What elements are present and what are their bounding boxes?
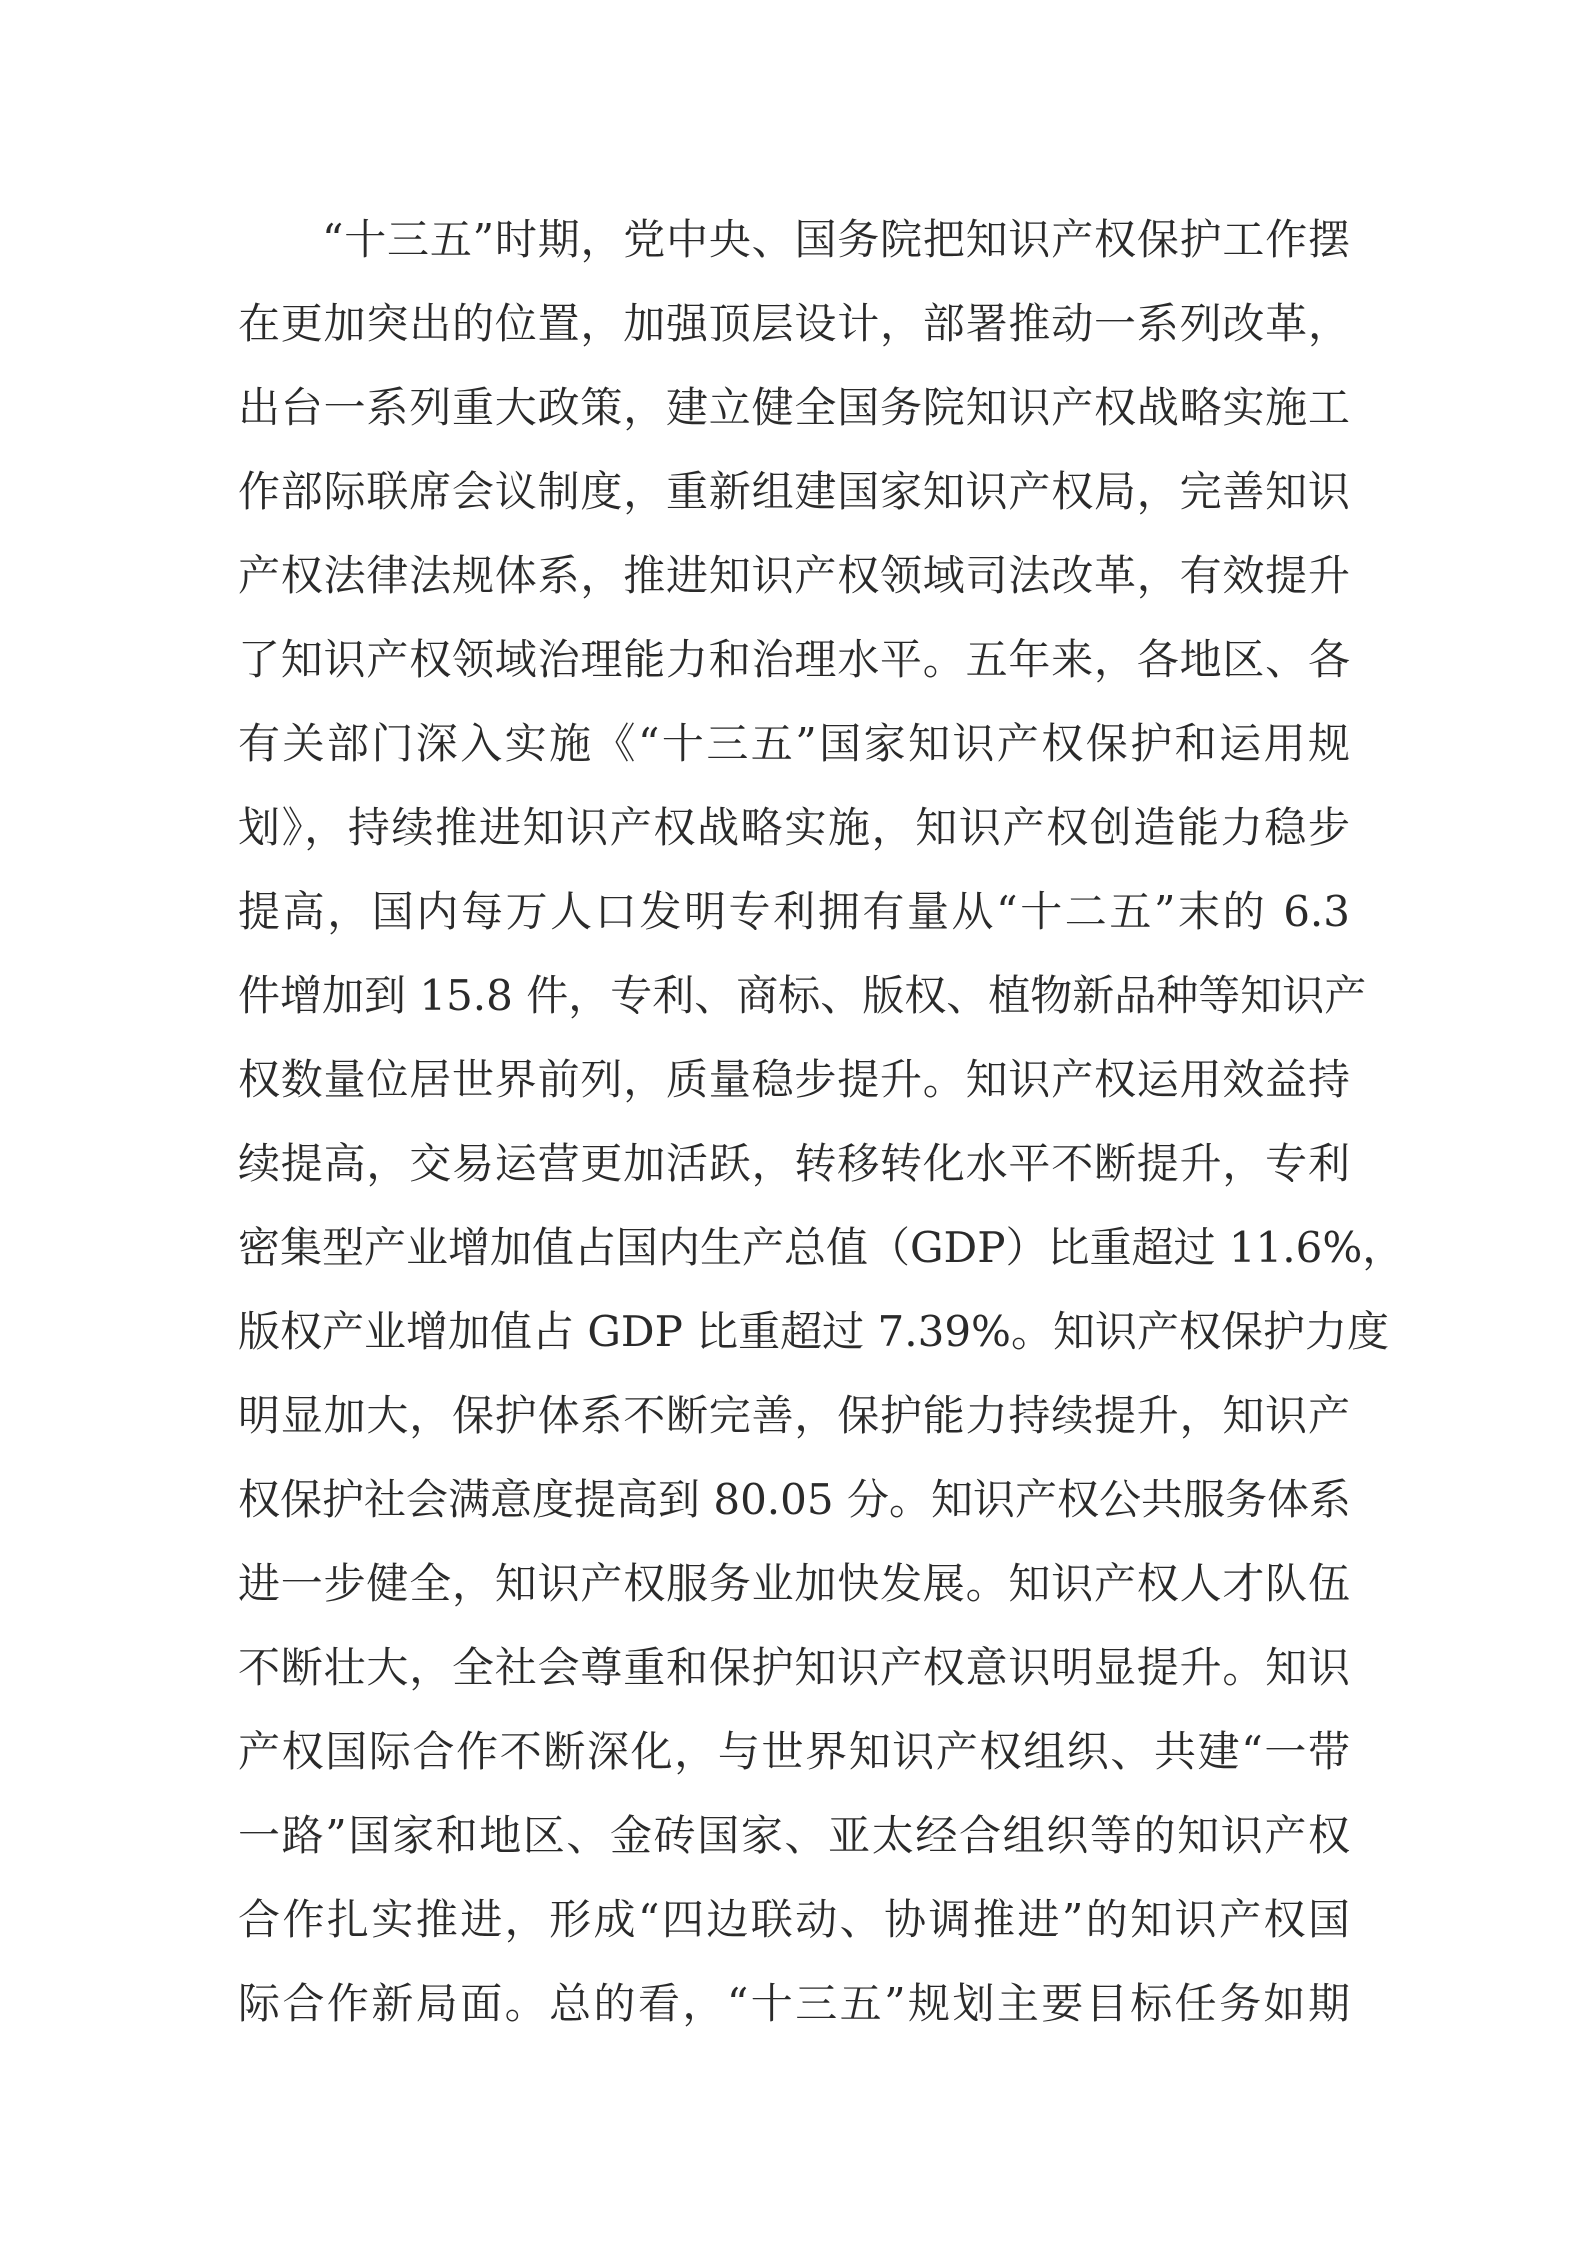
paragraph-line: “十三五”时期，党中央、国务院把知识产权保护工作摆 <box>322 215 1350 264</box>
paragraph-line: 合作扎实推进，形成“四边联动、协调推进”的知识产权国 <box>238 1895 1350 1944</box>
paragraph-line: 密集型产业增加值占国内生产总值（GDP）比重超过 11.6%， <box>238 1223 1405 1272</box>
paragraph-line: 版权产业增加值占 GDP 比重超过 7.39%。知识产权保护力度 <box>238 1307 1389 1356</box>
paragraph-line: 了知识产权领域治理能力和治理水平。五年来，各地区、各 <box>238 635 1350 684</box>
paragraph-line: 不断壮大，全社会尊重和保护知识产权意识明显提升。知识 <box>238 1643 1350 1692</box>
paragraph-line: 在更加突出的位置，加强顶层设计，部署推动一系列改革， <box>238 299 1350 348</box>
paragraph-line: 作部际联席会议制度，重新组建国家知识产权局，完善知识 <box>238 467 1350 516</box>
paragraph-line: 件增加到 15.8 件，专利、商标、版权、植物新品种等知识产 <box>238 971 1367 1020</box>
paragraph-line: 一路”国家和地区、金砖国家、亚太经合组织等的知识产权 <box>238 1811 1350 1860</box>
paragraph-line: 有关部门深入实施《“十三五”国家知识产权保护和运用规 <box>238 719 1350 768</box>
paragraph-line: 明显加大，保护体系不断完善，保护能力持续提升，知识产 <box>238 1391 1350 1440</box>
paragraph-line: 进一步健全，知识产权服务业加快发展。知识产权人才队伍 <box>238 1559 1350 1608</box>
paragraph-line: 划》，持续推进知识产权战略实施，知识产权创造能力稳步 <box>238 803 1350 852</box>
paragraph-line: 提高，国内每万人口发明专利拥有量从“十二五”末的 6.3 <box>238 887 1350 936</box>
paragraph-line: 产权法律法规体系，推进知识产权领域司法改革，有效提升 <box>238 551 1350 600</box>
paragraph-line: 出台一系列重大政策，建立健全国务院知识产权战略实施工 <box>238 383 1350 432</box>
paragraph-line: 权数量位居世界前列，质量稳步提升。知识产权运用效益持 <box>238 1055 1350 1104</box>
paragraph-line: 续提高，交易运营更加活跃，转移转化水平不断提升，专利 <box>238 1139 1350 1188</box>
paragraph-line: 际合作新局面。总的看，“十三五”规划主要目标任务如期 <box>238 1979 1350 2028</box>
body-paragraph <box>238 198 1405 2046</box>
paragraph-line: 权保护社会满意度提高到 80.05 分。知识产权公共服务体系 <box>238 1475 1351 1524</box>
paragraph-line: 产权国际合作不断深化，与世界知识产权组织、共建“一带 <box>238 1727 1350 1776</box>
